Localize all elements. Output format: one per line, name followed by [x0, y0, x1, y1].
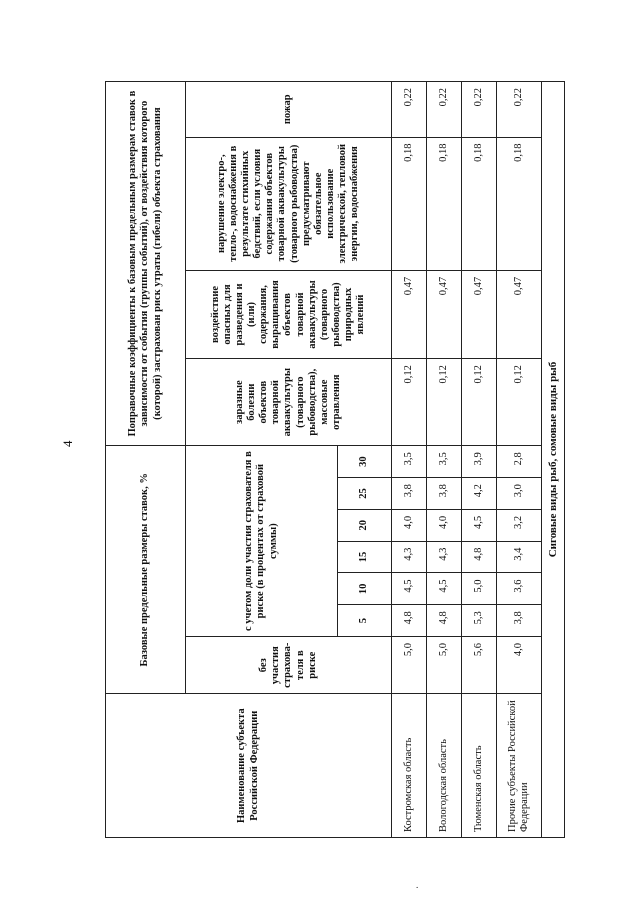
rate-10: 3,6 — [497, 573, 542, 605]
rate-15: 4,3 — [392, 541, 427, 573]
rate-5: 5,3 — [462, 605, 497, 637]
rate-25: 3,0 — [497, 478, 542, 510]
table-row — [427, 82, 462, 838]
scan-mark: . — [416, 880, 419, 890]
coef-disease: 0,12 — [392, 359, 427, 446]
rate-20: 4,0 — [392, 509, 427, 541]
header-percent-30: 30 — [338, 446, 392, 478]
rate-5: 3,8 — [497, 605, 542, 637]
rate-10: 4,5 — [427, 573, 462, 605]
rates-table — [105, 81, 565, 838]
rate-30: 3,9 — [462, 446, 497, 478]
header-event-hazard: воздействие опасных для разведения и (или) содержания, выращивания объектов товарной аквакультуры (товарного рыбоводства) природных явлений — [186, 270, 392, 358]
coef-fire: 0,22 — [462, 82, 497, 138]
coef-hazard: 0,47 — [462, 270, 497, 358]
header-with-participation: с учетом доли участия страхователя в риске (в процентах от страховой суммы) — [186, 446, 338, 637]
header-percent-5: 5 — [338, 605, 392, 637]
coef-disease: 0,12 — [497, 359, 542, 446]
rate-15: 3,4 — [497, 541, 542, 573]
rate-base: 5,0 — [392, 637, 427, 694]
header-event-fire: пожар — [186, 82, 392, 138]
header-percent-25: 25 — [338, 478, 392, 510]
rate-5: 4,8 — [427, 605, 462, 637]
header-percent-20: 20 — [338, 509, 392, 541]
rate-5: 4,8 — [392, 605, 427, 637]
table-row — [462, 82, 497, 838]
rate-10: 4,5 — [392, 573, 427, 605]
coef-hazard: 0,47 — [497, 270, 542, 358]
coef-outage: 0,18 — [427, 137, 462, 270]
rate-base: 5,6 — [462, 637, 497, 694]
rate-20: 4,5 — [462, 509, 497, 541]
page-number: 4 — [60, 440, 75, 447]
rate-25: 4,2 — [462, 478, 497, 510]
coef-hazard: 0,47 — [392, 270, 427, 358]
rate-10: 5,0 — [462, 573, 497, 605]
rate-25: 3,8 — [427, 478, 462, 510]
table-row — [497, 82, 542, 838]
rate-base: 5,0 — [427, 637, 462, 694]
coef-disease: 0,12 — [427, 359, 462, 446]
region-name: Прочие субъекты Российской Федерации — [497, 694, 542, 838]
header-percent-15: 15 — [338, 541, 392, 573]
rate-30: 2,8 — [497, 446, 542, 478]
coef-fire: 0,22 — [427, 82, 462, 138]
coef-fire: 0,22 — [392, 82, 427, 138]
region-name: Вологодская область — [427, 694, 462, 838]
coef-disease: 0,12 — [462, 359, 497, 446]
rate-20: 4,0 — [427, 509, 462, 541]
header-event-outage: нарушение электро-, тепло-, водоснабжения в результате стихийных бедствий, если условия содержания объектов товарной аквакультуры (товарного рыбоводства) предусматривают обязательное использование электрической, тепловой энергии, водоснабжения — [186, 137, 392, 270]
rate-25: 3,8 — [392, 478, 427, 510]
coef-fire: 0,22 — [497, 82, 542, 138]
region-name: Тюменская область — [462, 694, 497, 838]
header-region: Наименование субъекта Российской Федерации — [106, 694, 392, 838]
header-event-disease: заразные болезни объектов товарной аквакультуры (товарного рыбоводства), массовые отравления — [186, 359, 392, 446]
table-row — [392, 82, 427, 838]
rates-table-container — [105, 81, 564, 838]
header-base-rates: Базовые предельные размеры ставок, % — [106, 446, 186, 694]
coef-hazard: 0,47 — [427, 270, 462, 358]
rate-base: 4,0 — [497, 637, 542, 694]
rate-30: 3,5 — [427, 446, 462, 478]
coef-outage: 0,18 — [462, 137, 497, 270]
coef-outage: 0,18 — [392, 137, 427, 270]
rate-20: 3,2 — [497, 509, 542, 541]
region-name: Костромская область — [392, 694, 427, 838]
rate-15: 4,8 — [462, 541, 497, 573]
section-title: Сиговые виды рыб, сомовые виды рыб — [542, 82, 565, 838]
header-percent-10: 10 — [338, 573, 392, 605]
rate-15: 4,3 — [427, 541, 462, 573]
rate-30: 3,5 — [392, 446, 427, 478]
header-without-participation: без участия страхова- теля в риске — [186, 637, 392, 694]
header-correction: Поправочные коэффициенты к базовым предельным размерам ставок в зависимости от события (группы событий), от воздействия которого (которой) застрахован риск утраты (гибели) объекта страхования — [106, 82, 186, 446]
coef-outage: 0,18 — [497, 137, 542, 270]
